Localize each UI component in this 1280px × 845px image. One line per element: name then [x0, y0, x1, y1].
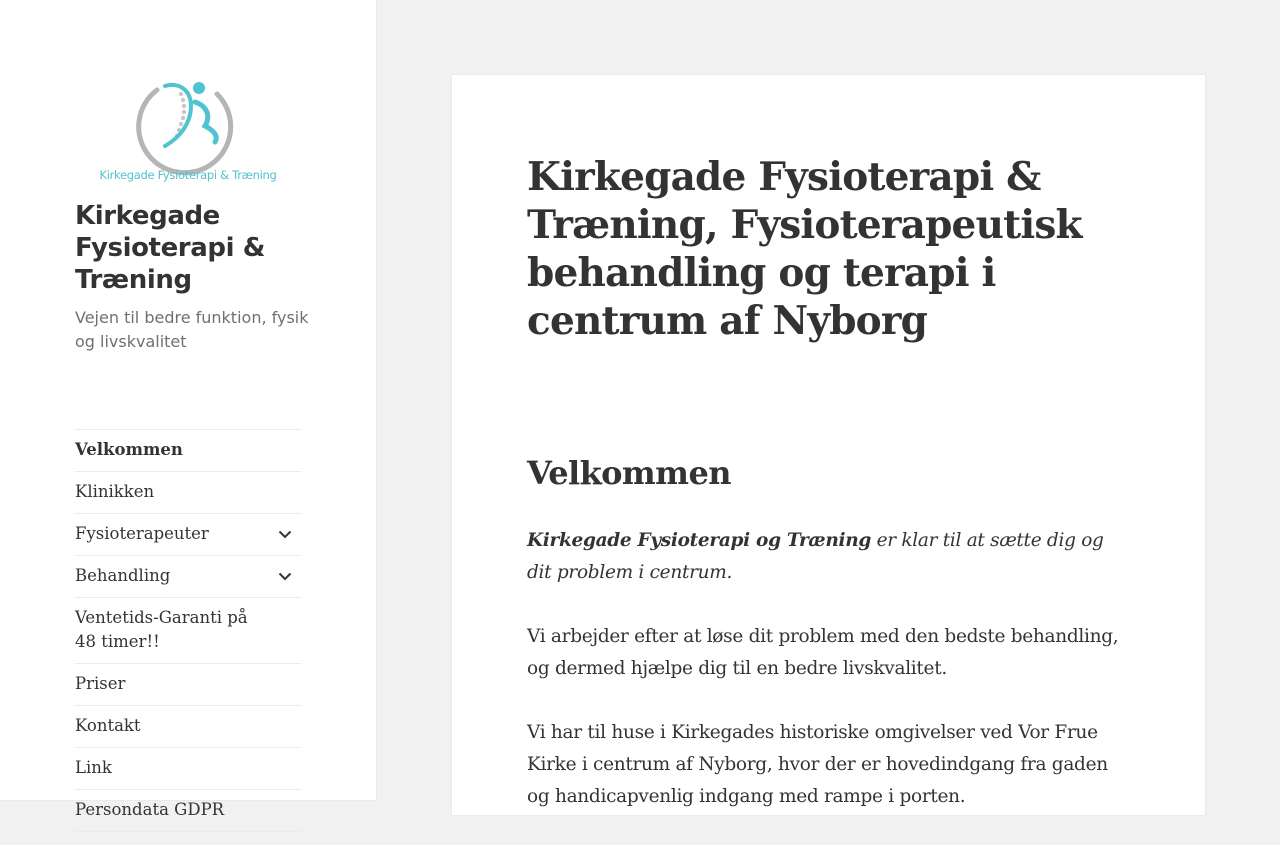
site-description: Vejen til bedre funktion, fysik og livskvalitet: [75, 308, 309, 351]
site-title[interactable]: Kirkegade Fysioterapi & Træning: [75, 201, 266, 295]
nav-item-label: Persondata GDPR: [75, 800, 225, 819]
nav-item-label: Kontakt: [75, 716, 141, 735]
nav-item-label: Ventetids-Garanti på 48 timer!!: [75, 608, 248, 651]
nav-item-ventetids-garanti[interactable]: [75, 598, 301, 664]
chevron-down-icon: [278, 572, 292, 581]
nav-item-label: Behandling: [75, 566, 171, 585]
intro-paragraph: [527, 525, 1127, 589]
nav-item-label: Fysioterapeuter: [75, 524, 209, 543]
site-logo[interactable]: [95, 72, 281, 188]
paragraph-location: Vi har til huse i Kirkegades historiske omgivelser ved Vor Frue Kirke i centrum af Nyborg, hvor der er hovedindgang fra gaden og handicapvenlig indgang med rampe i porten.: [527, 722, 1108, 807]
nav-item-velkommen[interactable]: [75, 430, 301, 472]
submenu-toggle-behandling[interactable]: [269, 560, 301, 592]
nav-item-label: Velkommen: [75, 440, 183, 459]
main-navigation: [75, 429, 301, 832]
nav-item-link[interactable]: [75, 748, 301, 790]
chevron-down-icon: [278, 530, 292, 539]
nav-item-label: Link: [75, 758, 112, 777]
nav-item-label: Priser: [75, 674, 126, 693]
main-content-card: [452, 75, 1205, 815]
nav-item-fysioterapeuter[interactable]: [75, 514, 301, 556]
nav-item-label: Klinikken: [75, 482, 155, 501]
intro-text: er klar til at sætte dig og dit problem i centrum.: [527, 530, 1104, 583]
page-title: Kirkegade Fysioterapi & Træning, Fysioterapeutisk behandling og terapi i centrum af Nyborg: [527, 154, 1082, 344]
nav-item-priser[interactable]: [75, 664, 301, 706]
nav-item-kontakt[interactable]: [75, 706, 301, 748]
intro-clinic-name: Kirkegade Fysioterapi og Træning: [527, 530, 872, 551]
sidebar: [0, 0, 376, 819]
nav-item-behandling[interactable]: [75, 556, 301, 598]
entry-content: [527, 525, 1127, 845]
nav-item-persondata-gdpr[interactable]: [75, 790, 301, 832]
paragraph-treatment: Vi arbejder efter at løse dit problem med den bedste behandling, og dermed hjælpe dig til en bedre livskvalitet.: [527, 626, 1119, 679]
section-heading: Velkommen: [527, 454, 731, 492]
nav-item-klinikken[interactable]: [75, 472, 301, 514]
submenu-toggle-fysioterapeuter[interactable]: [269, 518, 301, 550]
spine-figure-icon: [95, 72, 281, 168]
logo-text: Kirkegade Fysioterapi & Træning: [99, 168, 277, 182]
